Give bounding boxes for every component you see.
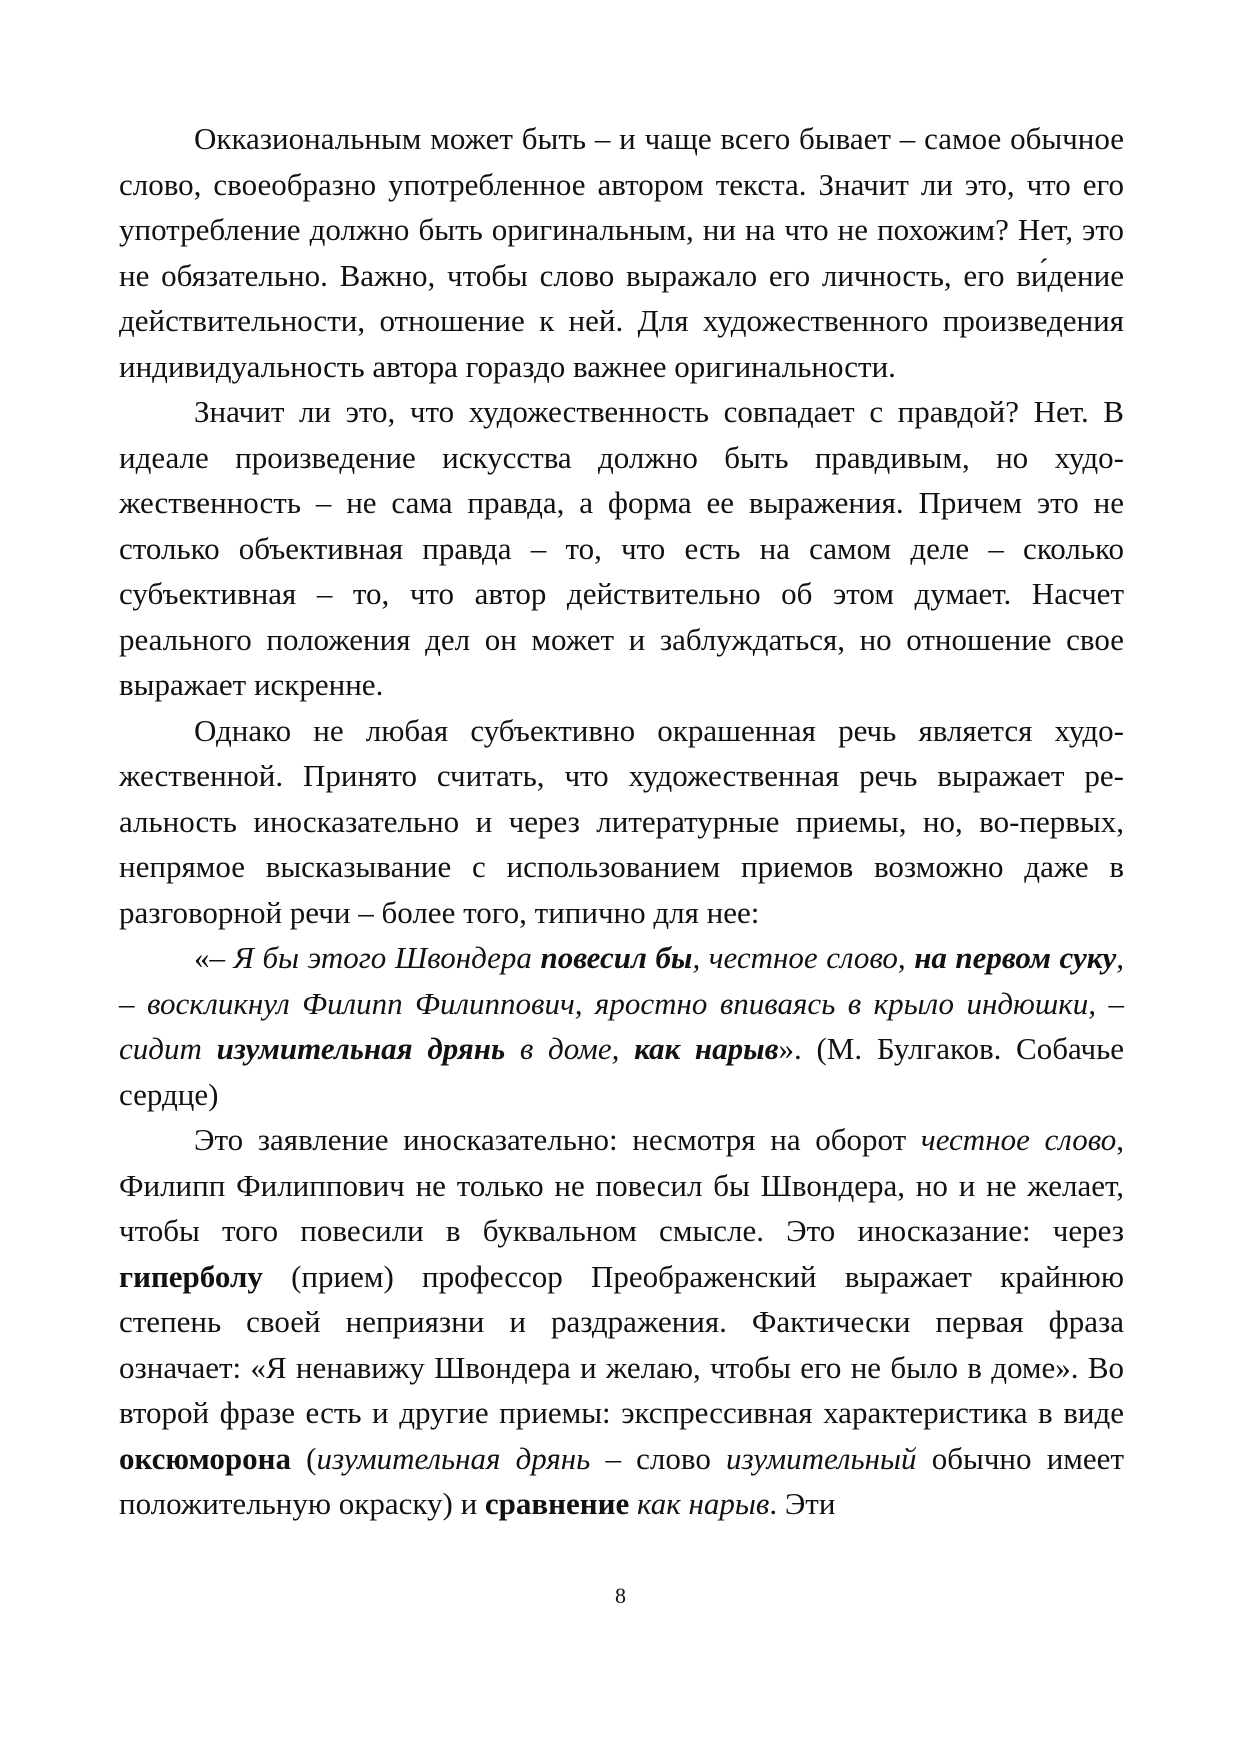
text-run: Однако не любая субъективно окрашенная речь является художественной. Принято считать, что художественная речь выражает реальность иносказательно и через литературные приемы, но, во-первых, непрямое высказывание с использованием приемов возможно даже в разговорной речи – более того, типично для нее:	[119, 712, 1124, 930]
text-run: гиперболу	[119, 1258, 263, 1294]
text-run: на первом суку	[914, 940, 1117, 975]
text-run	[629, 1486, 637, 1521]
text-run: в доме,	[505, 1031, 635, 1066]
paragraph	[119, 708, 1124, 936]
text-run: изумительный	[726, 1440, 917, 1476]
text-run: Окказиональным может быть – и чаще всего бывает – самое обычное слово, своеобразно употребленное автором текста. Значит ли это, что его употребление должно быть оригинальным, ни на что не похожим? Нет, это не обязательно. Важно, чтобы слово выражало его личность, его ви́дение действительности, отношение к ней. Для художественного произведения индивидуальность автора гораздо важнее оригинальности.	[119, 121, 1124, 384]
text-run: – Я бы этого Швондера	[209, 940, 541, 975]
text-run: (	[290, 1440, 317, 1476]
text-run: , честное слово,	[692, 940, 915, 975]
quote-paragraph	[119, 935, 1124, 1117]
text-run: изумительная дрянь	[316, 1440, 591, 1476]
paragraph	[119, 116, 1124, 389]
text-run: сравнение	[484, 1486, 630, 1521]
text-run: честное слово	[920, 1122, 1117, 1157]
page-number: 8	[615, 1583, 626, 1608]
paragraph	[119, 389, 1124, 708]
text-run: «	[194, 940, 210, 975]
text-run: как нарыв	[637, 1486, 770, 1521]
text-run: ». (М. Булгаков. Собачье сердце)	[119, 1031, 1125, 1112]
paragraph	[119, 1117, 1124, 1527]
text-run: . Эти	[769, 1486, 836, 1521]
text-run: изумительная дрянь	[216, 1031, 506, 1066]
text-run: Значит ли это, что художественность совпадает с правдой? Нет. В идеале произведение искусства должно быть правдивым, но художественность – не сама правда, а форма ее выражения. Причем это не столько объективная правда – то, что есть на самом деле – сколько субъективная – то, что автор действительно об этом думает. Насчет реального положения дел он может и заблуждаться, но отношение свое выражает искренне.	[119, 394, 1124, 702]
text-run: Это заявление иносказательно: несмотря на оборот	[194, 1122, 921, 1157]
text-run: обычно имеет положительную окраску) и	[119, 1440, 1124, 1521]
text-run: , – воскликнул Филипп Филиппович, яростно впиваясь в крыло индюшки, – сидит	[119, 940, 1124, 1066]
text-run: (прием) профессор Преображенский выражает крайнюю степень своей неприязни и раздражения. Фактически первая фраза означает: «Я ненавижу Швондера и желаю, чтобы его не было в доме». Во второй фразе есть и другие приемы: экспрессивная характеристика в виде	[119, 1258, 1124, 1430]
text-run: оксюморона	[119, 1440, 291, 1476]
page-body	[119, 116, 1124, 1527]
text-run: – слово	[590, 1440, 727, 1476]
text-run: повесил бы	[540, 940, 693, 975]
text-run: как нарыв	[634, 1031, 779, 1066]
text-run: , Филипп Филиппович не только не повесил бы Швондера, но и не желает, чтобы того повесили в буквальном смысле. Это иносказание: через	[119, 1122, 1124, 1248]
